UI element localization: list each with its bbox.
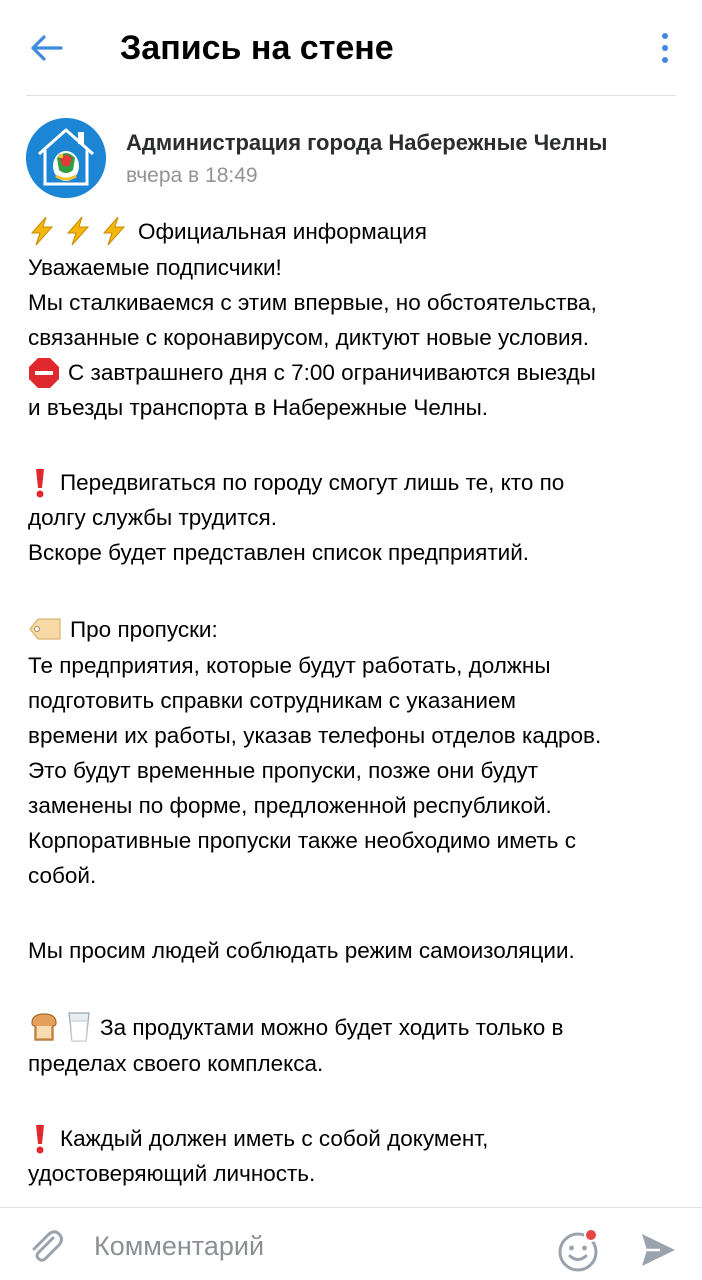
paragraph-gap [28,1081,678,1121]
more-dot [662,57,668,63]
text-line: Те предприятия, которые будут работать, должны [28,653,551,678]
city-logo-icon [26,118,106,198]
avatar[interactable] [26,118,106,198]
lightning-icon [28,216,130,246]
text-line: Это будут временные пропуски, позже они будут [28,758,539,783]
emoji-smile-icon [556,1226,604,1274]
back-arrow-icon [29,34,63,62]
text-line-content: С завтрашнего дня с 7:00 ограничиваются выезды [68,360,596,385]
bread-icon [28,1011,60,1043]
text-line: времени их работы, указав телефоны отделов кадров. [28,723,602,748]
back-button[interactable] [22,26,70,70]
text-line: Уважаемые подписчики! [28,255,282,280]
text-line [28,465,678,500]
more-dot [662,45,668,51]
text-line: долгу службы трудится. [28,505,277,530]
text-line-content: Про пропуски: [70,616,218,642]
notification-dot [585,1229,597,1241]
comment-input[interactable] [94,1226,534,1266]
text-line-content: Передвигаться по городу смогут лишь те, кто по [60,470,565,495]
exclamation-icon [34,468,46,498]
text-line [28,212,678,250]
paragraph-gap [28,425,678,465]
author-name[interactable]: Администрация города Набережные Челны [126,130,608,155]
post-header [26,118,676,198]
paragraph-gap [28,893,678,933]
text-line: Корпоративные пропуски также необходимо иметь с [28,828,576,853]
paragraph-gap [28,570,678,610]
comment-bar [0,1208,702,1280]
emoji-button[interactable] [556,1226,604,1274]
text-line: подготовить справки сотрудникам с указанием [28,688,516,713]
text-line [28,610,678,648]
post-timestamp: вчера в 18:49 [126,164,258,187]
paragraph-gap [28,968,678,1008]
text-line: собой. [28,863,97,888]
post-text [28,212,678,1191]
paperclip-icon [26,1226,66,1266]
text-line [28,1121,678,1156]
page-title: Запись на стене [120,29,394,67]
send-button[interactable] [638,1230,678,1270]
text-line: связанные с коронавирусом, диктуют новые условия. [28,325,590,350]
top-bar [0,0,702,96]
text-line-content: Официальная информация [138,218,427,244]
more-options-button[interactable] [652,26,678,70]
text-line: Мы просим людей соблюдать режим самоизоляции. [28,938,575,963]
text-line [28,355,678,390]
send-icon [638,1230,678,1270]
stop-sign-icon [28,357,60,389]
milk-glass-icon [66,1011,92,1043]
label-tag-icon [28,617,62,641]
more-vertical-icon [662,33,668,39]
header-divider [26,95,676,96]
text-line [28,1008,678,1046]
text-line: Вскоре будет представлен список предприятий. [28,540,530,565]
text-line: удостоверяющий личность. [28,1161,316,1186]
exclamation-icon [34,1124,46,1154]
text-line-content: Каждый должен иметь с собой документ, [60,1126,489,1151]
text-line: заменены по форме, предложенной республикой. [28,793,552,818]
text-line: Мы сталкиваемся с этим впервые, но обстоятельства, [28,290,597,315]
attach-button[interactable] [26,1226,66,1266]
text-line: пределах своего комплекса. [28,1051,324,1076]
text-line: и въезды транспорта в Набережные Челны. [28,395,489,420]
text-line-content: За продуктами можно будет ходить только в [100,1014,564,1040]
